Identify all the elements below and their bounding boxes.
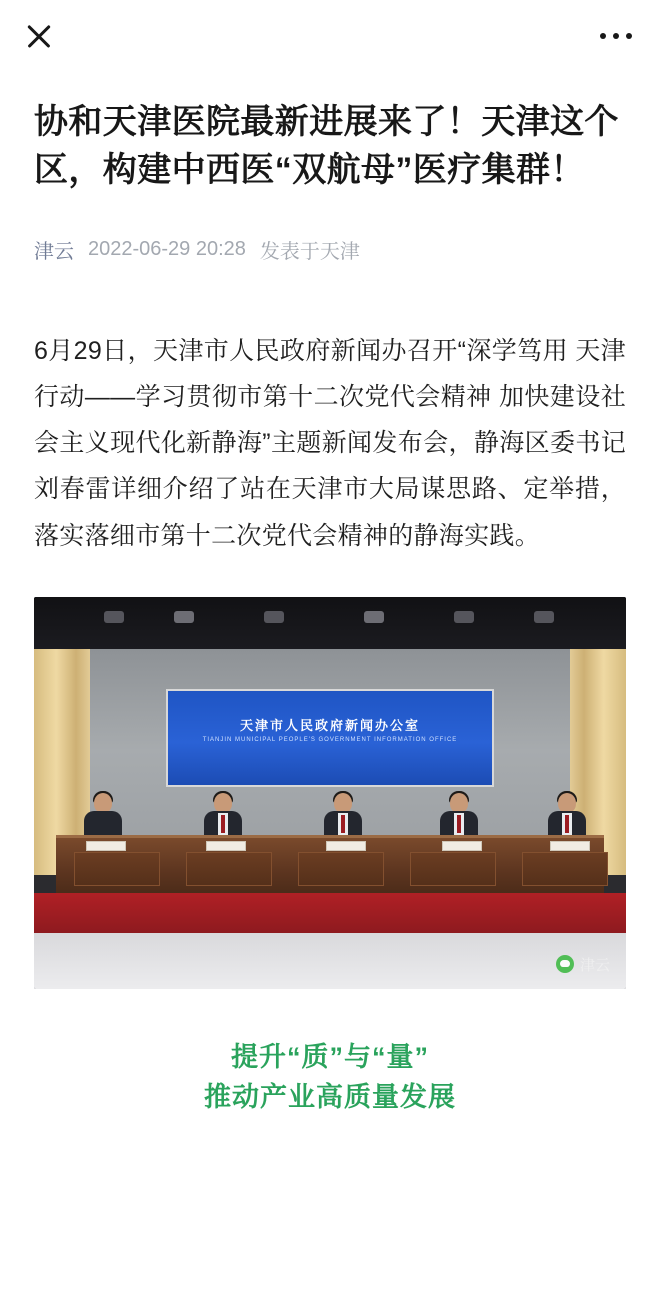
person-tie	[565, 815, 569, 833]
photo-foreground	[34, 933, 626, 989]
photo-stage-floor	[34, 893, 626, 933]
table-panel	[298, 852, 384, 886]
photo-ceiling-light	[454, 611, 474, 623]
caption-line-1: 提升“质”与“量”	[231, 1041, 429, 1072]
article-body	[0, 98, 660, 1118]
person-head	[558, 793, 576, 813]
photo-nameplate	[442, 841, 482, 851]
article-image-container	[34, 597, 626, 989]
photo-person	[82, 793, 124, 839]
article-source[interactable]: 津云	[34, 240, 74, 263]
photo-ceiling-light	[364, 611, 384, 623]
photo-ceiling-light	[174, 611, 194, 623]
photo-backdrop-screen	[166, 689, 494, 787]
person-head	[334, 793, 352, 813]
photo-nameplate	[86, 841, 126, 851]
photo-ceiling-light	[534, 611, 554, 623]
more-dot	[626, 33, 632, 39]
person-tie	[221, 815, 225, 833]
wechat-icon	[556, 955, 574, 973]
photo-watermark	[556, 954, 610, 975]
article-meta	[34, 235, 626, 264]
backdrop-subtitle: TIANJIN MUNICIPAL PEOPLE'S GOVERNMENT INFORMATION OFFICE	[202, 736, 458, 743]
more-dot	[613, 33, 619, 39]
press-conference-photo[interactable]	[34, 597, 626, 989]
photo-nameplate	[550, 841, 590, 851]
close-icon[interactable]	[22, 19, 56, 53]
photo-person	[438, 793, 480, 839]
person-head	[94, 793, 112, 813]
person-head	[214, 793, 232, 813]
article-date: 2022-06-29 20:28	[88, 237, 246, 260]
person-tie	[457, 815, 461, 833]
photo-person	[322, 793, 364, 839]
person-tie	[341, 815, 345, 833]
person-head	[450, 793, 468, 813]
photo-person	[202, 793, 244, 839]
table-panel	[522, 852, 608, 886]
caption-line-2: 推动产业高质量发展	[204, 1082, 456, 1113]
more-options-icon[interactable]	[598, 27, 634, 45]
photo-ceiling-light	[264, 611, 284, 623]
backdrop-title: 天津市人民政府新闻办公室	[239, 717, 420, 733]
table-panel	[74, 852, 160, 886]
table-panel	[410, 852, 496, 886]
top-navigation-bar	[0, 0, 660, 72]
photo-person	[546, 793, 588, 839]
article-paragraph: 6月29日，天津市人民政府新闻办召开“深学笃用 天津行动——学习贯彻市第十二次党代会精神 加快建设社会主义现代化新静海”主题新闻发布会，静海区委书记刘春雷详细介绍了站在天津市大局谋思路、定举措，落实落细市第十二次党代会精神的静海实践。	[34, 336, 626, 550]
table-panel	[186, 852, 272, 886]
photo-nameplate	[326, 841, 366, 851]
page-title: 协和天津医院最新进展来了！天津这个区，构建中西医“双航母”医疗集群！	[34, 103, 619, 190]
photo-ceiling-light	[104, 611, 124, 623]
photo-nameplate	[206, 841, 246, 851]
image-caption	[34, 1037, 626, 1118]
more-dot	[600, 33, 606, 39]
watermark-label: 津云	[579, 956, 610, 974]
article-region: 发表于天津	[259, 240, 360, 263]
